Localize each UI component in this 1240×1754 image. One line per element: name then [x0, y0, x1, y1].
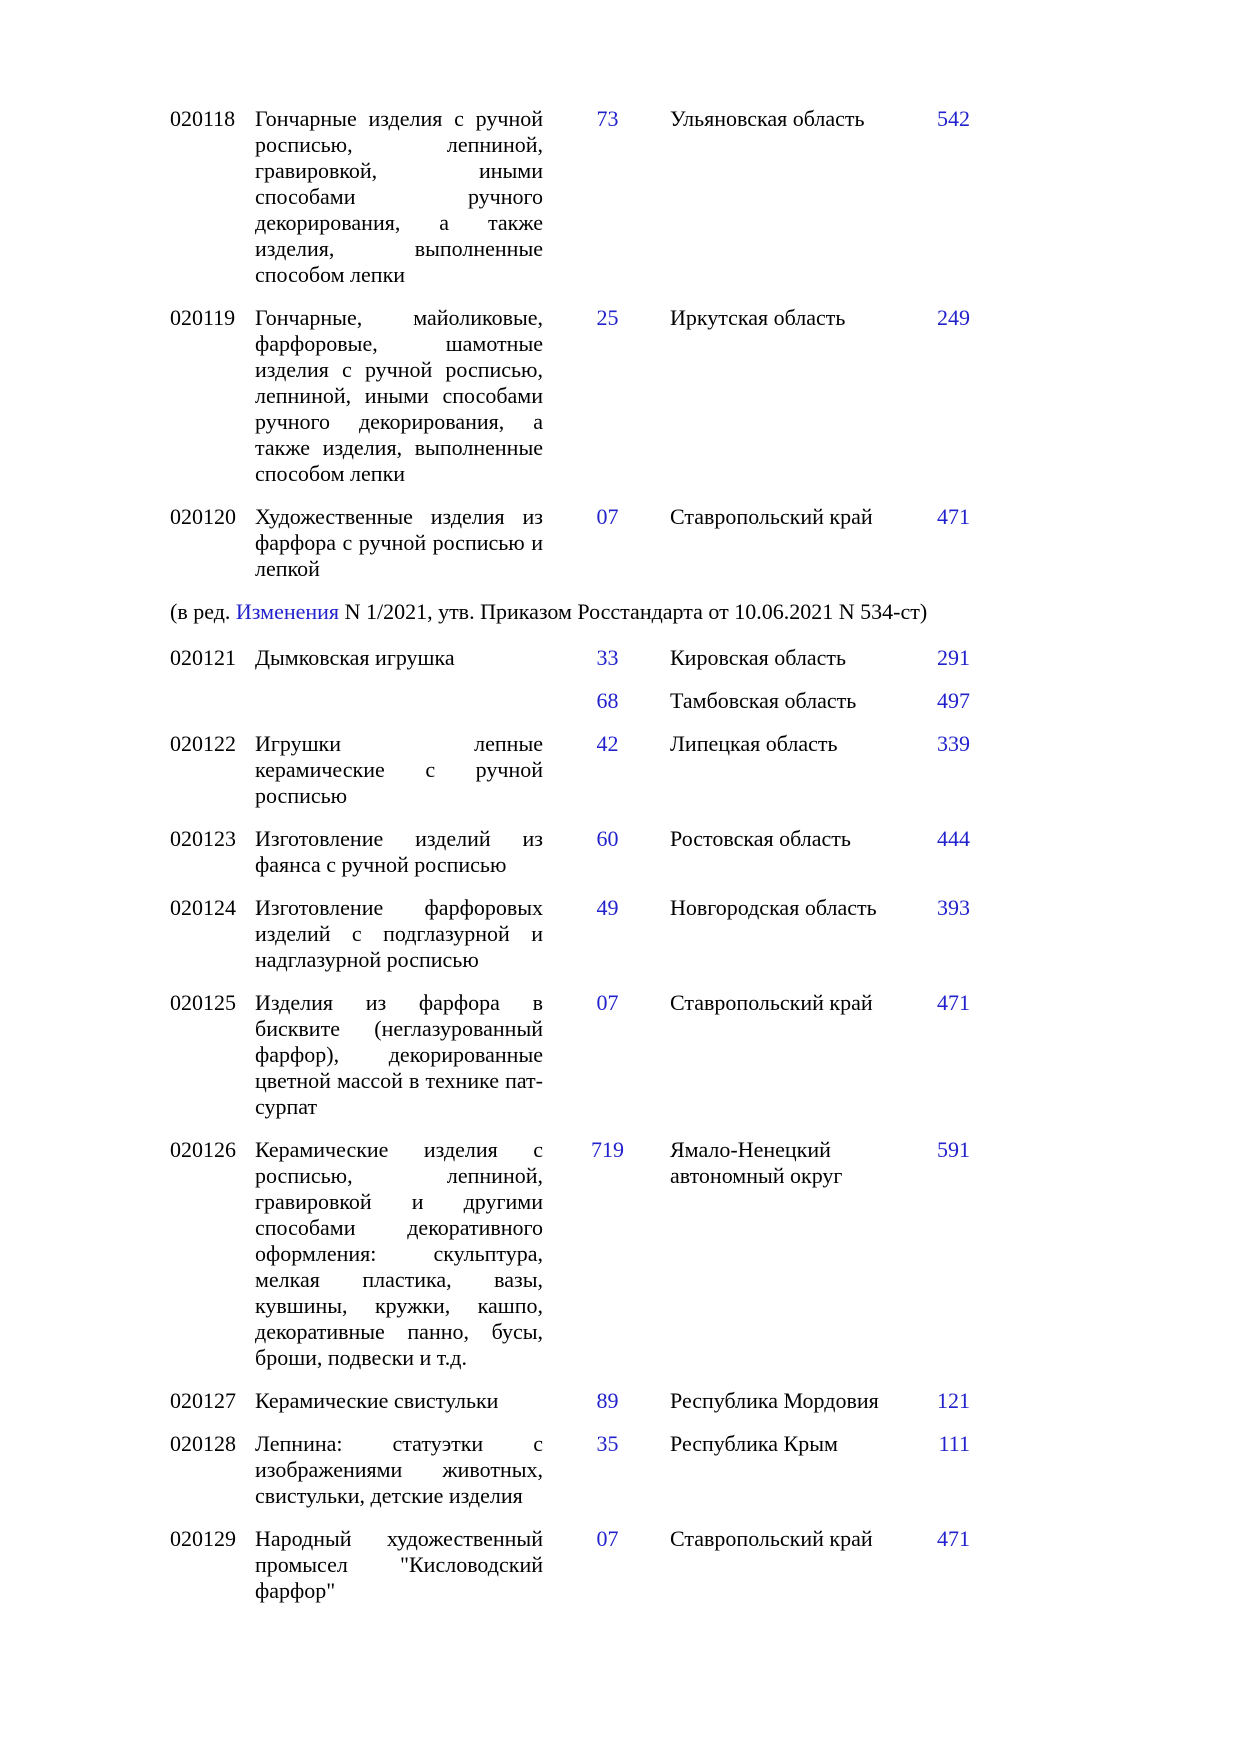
row-entries — [545, 731, 970, 809]
row-code: 020120 — [170, 504, 236, 529]
row-entry — [545, 106, 970, 132]
table-row — [170, 1137, 1180, 1371]
row-code: 020122 — [170, 731, 236, 756]
row-region-name: Ставропольский край — [670, 990, 873, 1015]
table-row — [170, 826, 1180, 878]
row-description: Лепнина: статуэтки с изображениями животных, свистульки, детские изделия — [255, 1431, 543, 1508]
table-row — [170, 645, 1180, 714]
row-region-value-link[interactable]: 111 — [938, 1431, 970, 1456]
row-region-name: Ставропольский край — [670, 504, 873, 529]
row-code: 020121 — [170, 645, 236, 670]
row-region-name: Ставропольский край — [670, 1526, 873, 1551]
row-entry — [545, 895, 970, 921]
row-entries — [545, 106, 970, 288]
row-description: Керамические изделия с росписью, лепниной, гравировкой и другими способами декоративного оформления: скульптура, мелкая пластика, вазы, кувшины, кружки, кашпо, декоративные панно, бусы, броши, подвески и т.д. — [255, 1137, 543, 1370]
table-row — [170, 106, 1180, 288]
row-code: 020128 — [170, 1431, 236, 1456]
row-value-link[interactable]: 07 — [596, 1526, 619, 1551]
row-entries — [545, 895, 970, 973]
row-region-name: Иркутская область — [670, 305, 846, 330]
amendment-note — [170, 599, 1180, 625]
row-region-value-link[interactable]: 393 — [937, 895, 970, 920]
row-entries — [545, 1388, 970, 1414]
row-value-link[interactable]: 25 — [596, 305, 619, 330]
row-entry — [545, 1431, 970, 1457]
row-entries — [545, 990, 970, 1120]
row-region-name: Ростовская область — [670, 826, 851, 851]
row-code: 020125 — [170, 990, 236, 1015]
row-entry — [545, 990, 970, 1016]
row-region-name: Тамбовская область — [670, 688, 857, 713]
row-value-link[interactable]: 60 — [596, 826, 619, 851]
row-description: Народный художественный промысел "Кисловодский фарфор" — [255, 1526, 543, 1603]
amendment-link[interactable]: Изменения — [235, 599, 340, 624]
table-row — [170, 1526, 1180, 1604]
row-code: 020127 — [170, 1388, 236, 1413]
row-region-name: Липецкая область — [670, 731, 838, 756]
row-entry — [545, 1526, 970, 1552]
row-entry — [545, 1137, 970, 1189]
row-description: Керамические свистульки — [255, 1388, 499, 1413]
row-code: 020124 — [170, 895, 236, 920]
row-entry — [545, 504, 970, 530]
row-entries — [545, 1137, 970, 1371]
row-region-value-link[interactable]: 249 — [937, 305, 970, 330]
row-region-name: Ульяновская область — [670, 106, 865, 131]
row-region-value-link[interactable]: 497 — [937, 688, 970, 713]
row-entries — [545, 1431, 970, 1509]
amendment-prefix: (в ред. — [170, 599, 236, 624]
row-region-name: Ямало-Ненецкий автономный округ — [670, 1137, 843, 1188]
row-value-link[interactable]: 33 — [596, 645, 619, 670]
row-entry — [545, 1388, 970, 1414]
row-entry — [545, 645, 970, 671]
row-code: 020123 — [170, 826, 236, 851]
row-region-value-link[interactable]: 542 — [937, 106, 970, 131]
row-value-link[interactable]: 73 — [596, 106, 619, 131]
amendment-suffix: N 1/2021, утв. Приказом Росстандарта от 10.06.2021 N 534-ст) — [339, 599, 928, 624]
row-value-link[interactable]: 35 — [596, 1431, 619, 1456]
table-row — [170, 305, 1180, 487]
row-region-value-link[interactable]: 291 — [937, 645, 970, 670]
row-description: Дымковская игрушка — [255, 645, 455, 670]
row-value-link[interactable]: 42 — [596, 731, 619, 756]
row-description: Изготовление фарфоровых изделий с подглазурной и надглазурной росписью — [255, 895, 543, 972]
row-description: Гончарные изделия с ручной росписью, лепниной, гравировкой, иными способами ручного декорирования, а также изделия, выполненные способом лепки — [255, 106, 543, 287]
row-description: Изделия из фарфора в бисквите (неглазурованный фарфор), декорированные цветной массой в технике пат-сурпат — [255, 990, 543, 1119]
row-entry — [545, 305, 970, 331]
row-description: Художественные изделия из фарфора с ручной росписью и лепкой — [255, 504, 543, 581]
row-value-link[interactable]: 49 — [596, 895, 619, 920]
table-section-bottom — [170, 645, 1180, 1604]
row-region-value-link[interactable]: 444 — [937, 826, 970, 851]
row-value-link[interactable]: 68 — [596, 688, 619, 713]
row-region-value-link[interactable]: 339 — [937, 731, 970, 756]
row-code: 020126 — [170, 1137, 236, 1162]
row-region-name: Новгородская область — [670, 895, 877, 920]
table-row — [170, 1431, 1180, 1509]
row-entries — [545, 1526, 970, 1604]
row-value-link[interactable]: 07 — [596, 504, 619, 529]
row-region-value-link[interactable]: 471 — [937, 504, 970, 529]
row-value-link[interactable]: 07 — [596, 990, 619, 1015]
row-entry — [545, 731, 970, 757]
row-entries — [545, 645, 970, 714]
table-row — [170, 895, 1180, 973]
row-entries — [545, 305, 970, 487]
row-description: Игрушки лепные керамические с ручной росписью — [255, 731, 543, 808]
row-entry — [545, 826, 970, 852]
row-region-name: Республика Мордовия — [670, 1388, 879, 1413]
row-code: 020119 — [170, 305, 236, 330]
row-value-link[interactable]: 89 — [596, 1388, 619, 1413]
row-entries — [545, 504, 970, 582]
row-region-value-link[interactable]: 471 — [937, 1526, 970, 1551]
row-value-link[interactable]: 719 — [591, 1137, 624, 1162]
row-region-value-link[interactable]: 121 — [937, 1388, 970, 1413]
table-row — [170, 990, 1180, 1120]
row-region-name: Кировская область — [670, 645, 847, 670]
row-region-value-link[interactable]: 471 — [937, 990, 970, 1015]
row-code: 020129 — [170, 1526, 236, 1551]
table-row — [170, 504, 1180, 582]
table-row — [170, 731, 1180, 809]
row-region-value-link[interactable]: 591 — [937, 1137, 970, 1162]
table-section-top — [170, 106, 1180, 582]
row-description: Гончарные, майоликовые, фарфоровые, шамотные изделия с ручной росписью, лепниной, иными способами ручного декорирования, а также изделия, выполненные способом лепки — [255, 305, 543, 486]
row-code: 020118 — [170, 106, 236, 131]
row-region-name: Республика Крым — [670, 1431, 838, 1456]
table-row — [170, 1388, 1180, 1414]
row-entry — [545, 688, 970, 714]
row-entries — [545, 826, 970, 878]
row-description: Изготовление изделий из фаянса с ручной росписью — [255, 826, 543, 877]
